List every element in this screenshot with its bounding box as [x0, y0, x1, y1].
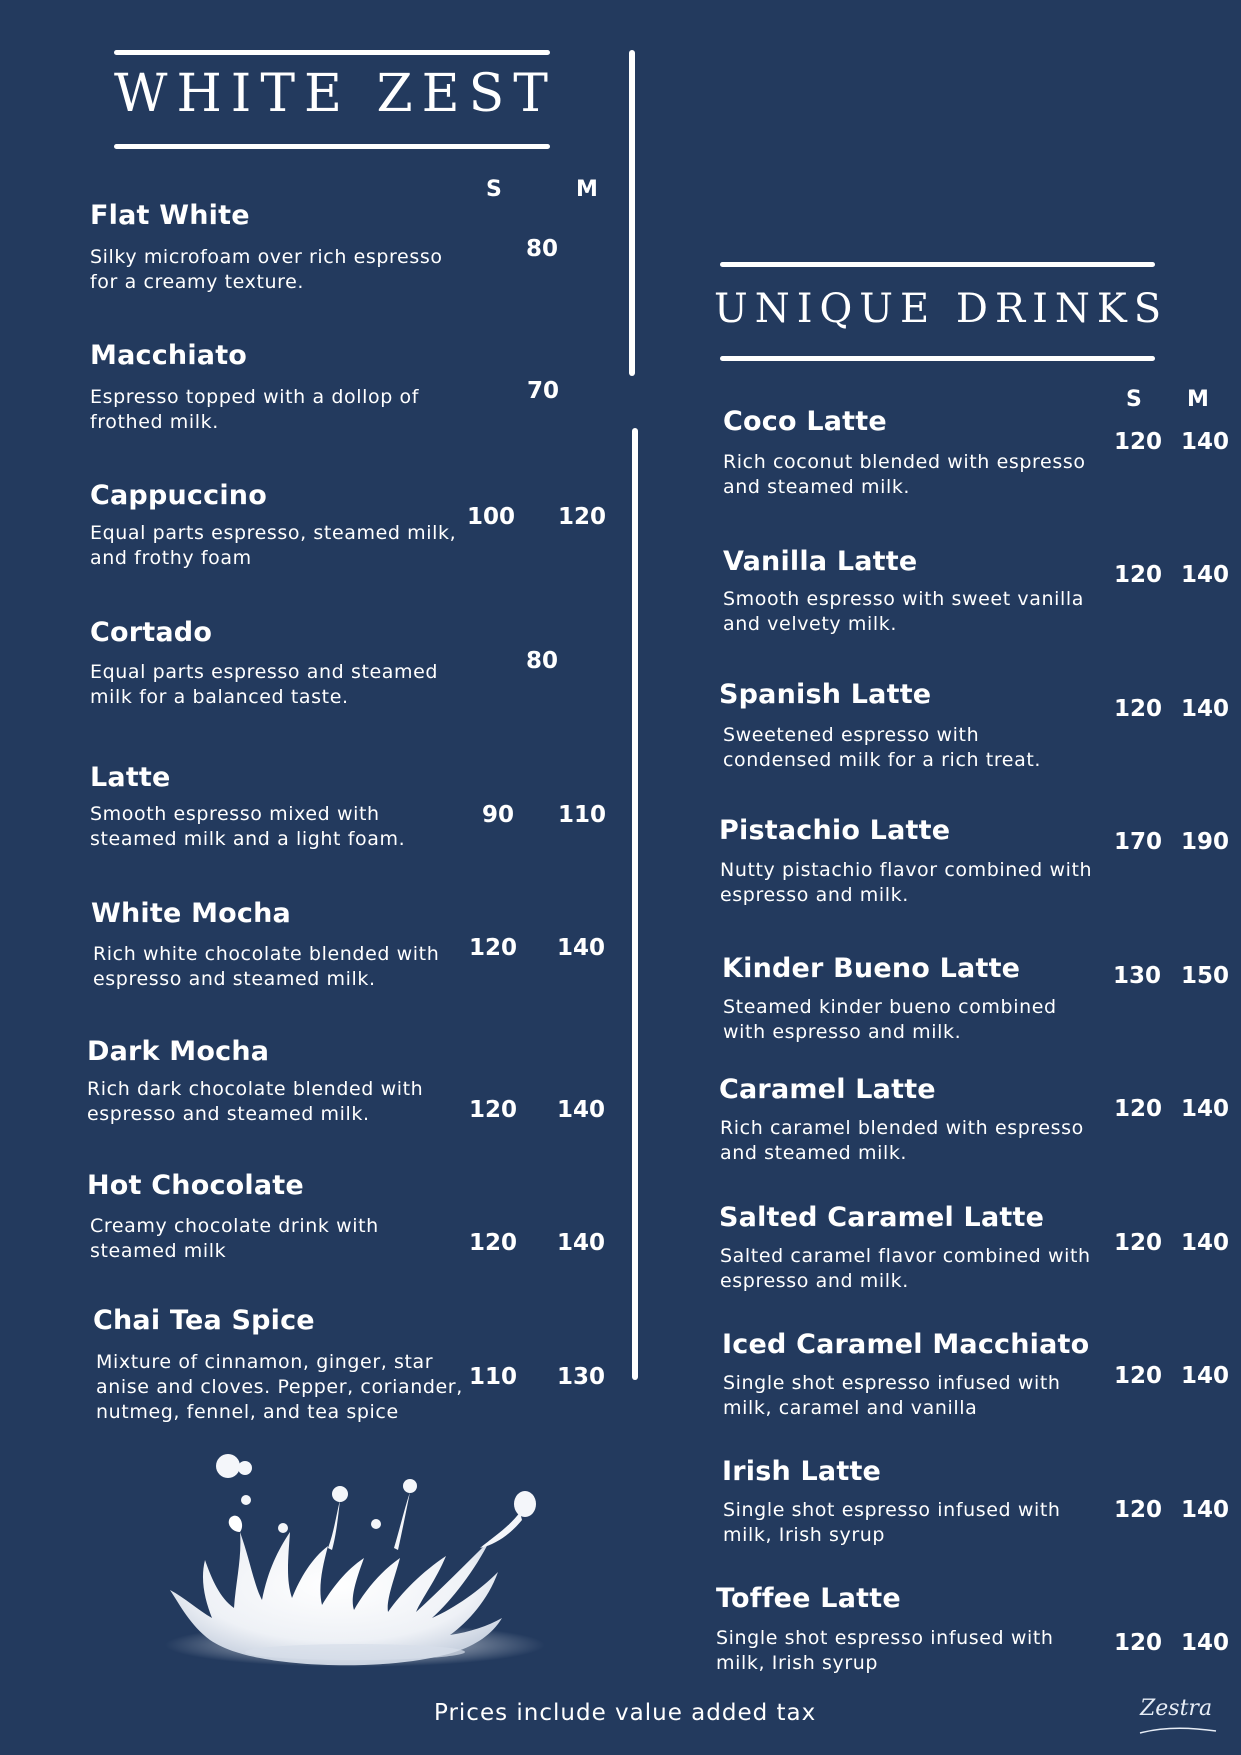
item-description: Rich dark chocolate blended with espresso and steamed milk.	[87, 1078, 424, 1125]
item-description: Smooth espresso mixed with steamed milk and a light foam.	[90, 803, 406, 850]
item-name: Salted Caramel Latte	[719, 1202, 1045, 1233]
price-s: 100	[466, 504, 515, 530]
price-m: 130	[556, 1364, 605, 1390]
price-m: 140	[1180, 696, 1229, 722]
price-m: 140	[556, 1230, 605, 1256]
price-m: 140	[556, 935, 605, 961]
price-m: 150	[1180, 963, 1229, 989]
unique-title-rule-top	[720, 262, 1155, 267]
price-s: 120	[1113, 1230, 1162, 1256]
item-name: Caramel Latte	[719, 1074, 936, 1105]
size-header-m: M	[576, 177, 598, 202]
price-m: 70	[526, 378, 559, 404]
item-name: Irish Latte	[722, 1456, 882, 1487]
item-name: Cappuccino	[90, 480, 267, 511]
item-name: Toffee Latte	[716, 1583, 901, 1614]
item-description: Rich white chocolate blended with espresso and steamed milk.	[93, 943, 440, 990]
price-s: 120	[1113, 562, 1162, 588]
item-description: Nutty pistachio flavor combined with espresso and milk.	[720, 859, 1093, 906]
unique-title-rule-bottom	[720, 356, 1155, 361]
price-s: 90	[481, 802, 514, 828]
size-header-s: S	[1126, 387, 1142, 412]
price-m: 80	[525, 236, 558, 262]
price-m: 140	[1180, 1230, 1229, 1256]
price-s: 120	[468, 1097, 517, 1123]
price-m: 120	[557, 504, 606, 530]
item-description: Single shot espresso infused with milk, caramel and vanilla	[723, 1372, 1061, 1419]
price-m: 140	[1180, 1096, 1229, 1122]
item-description: Sweetened espresso with condensed milk for a rich treat.	[723, 724, 1042, 771]
price-s: 120	[1113, 1630, 1162, 1656]
item-description: Smooth espresso with sweet vanilla and velvety milk.	[723, 588, 1085, 635]
item-name: Pistachio Latte	[719, 815, 951, 846]
vertical-divider-top	[629, 50, 635, 376]
size-header-s: S	[486, 177, 502, 202]
size-header-m: M	[1187, 387, 1209, 412]
item-name: Macchiato	[90, 340, 248, 371]
unique-drinks-title: UNIQUE DRINKS	[714, 286, 1169, 332]
price-m: 140	[1180, 562, 1229, 588]
price-m: 140	[1180, 1363, 1229, 1389]
price-s: 170	[1113, 829, 1162, 855]
title-rule-top	[114, 50, 550, 55]
price-m: 190	[1180, 829, 1229, 855]
item-description: Salted caramel flavor combined with espresso and milk.	[720, 1245, 1091, 1292]
price-s: 130	[1112, 963, 1161, 989]
item-description: Single shot espresso infused with milk, Irish syrup	[723, 1499, 1061, 1546]
vertical-divider-bottom	[632, 428, 638, 1380]
price-s: 120	[468, 935, 517, 961]
item-description: Mixture of cinnamon, ginger, star anise and cloves. Pepper, coriander, nutmeg, fennel, and tea spice	[96, 1351, 463, 1423]
item-description: Espresso topped with a dollop of frothed milk.	[90, 386, 420, 433]
menu-title: WHITE ZEST	[114, 64, 557, 124]
item-description: Rich caramel blended with espresso and steamed milk.	[720, 1117, 1084, 1164]
price-s: 120	[1113, 1363, 1162, 1389]
item-name: Kinder Bueno Latte	[722, 953, 1021, 984]
item-description: Equal parts espresso and steamed milk for a balanced taste.	[90, 661, 439, 708]
signature-underline	[1138, 1725, 1218, 1737]
price-s: 120	[1113, 1096, 1162, 1122]
item-name: Vanilla Latte	[723, 546, 918, 577]
price-m: 80	[525, 648, 558, 674]
price-m: 140	[1180, 1497, 1229, 1523]
item-name: White Mocha	[91, 898, 291, 929]
item-description: Equal parts espresso, steamed milk, and frothy foam	[90, 522, 457, 569]
milk-splash-image	[150, 1440, 560, 1680]
title-rule-bottom	[114, 144, 550, 149]
item-name: Coco Latte	[723, 406, 887, 437]
signature-logo: Zestra	[1140, 1696, 1213, 1721]
item-name: Spanish Latte	[719, 679, 932, 710]
price-s: 120	[468, 1230, 517, 1256]
item-description: Silky microfoam over rich espresso for a creamy texture.	[90, 246, 443, 293]
price-s: 120	[1113, 429, 1162, 455]
price-m: 110	[557, 802, 606, 828]
item-description: Creamy chocolate drink with steamed milk	[90, 1215, 379, 1262]
item-name: Dark Mocha	[87, 1036, 270, 1067]
price-s: 120	[1113, 696, 1162, 722]
tax-note: Prices include value added tax	[434, 1700, 817, 1726]
item-name: Iced Caramel Macchiato	[722, 1329, 1090, 1360]
item-name: Hot Chocolate	[87, 1170, 304, 1201]
price-s: 110	[468, 1364, 517, 1390]
item-name: Cortado	[90, 617, 213, 648]
item-name: Flat White	[90, 200, 250, 231]
price-m: 140	[556, 1097, 605, 1123]
price-m: 140	[1180, 1630, 1229, 1656]
item-description: Steamed kinder bueno combined with espresso and milk.	[723, 996, 1057, 1043]
item-description: Rich coconut blended with espresso and steamed milk.	[723, 451, 1086, 498]
item-name: Latte	[90, 762, 171, 793]
price-s: 120	[1113, 1497, 1162, 1523]
price-m: 140	[1180, 429, 1229, 455]
item-description: Single shot espresso infused with milk, Irish syrup	[716, 1627, 1054, 1674]
item-name: Chai Tea Spice	[93, 1305, 315, 1336]
